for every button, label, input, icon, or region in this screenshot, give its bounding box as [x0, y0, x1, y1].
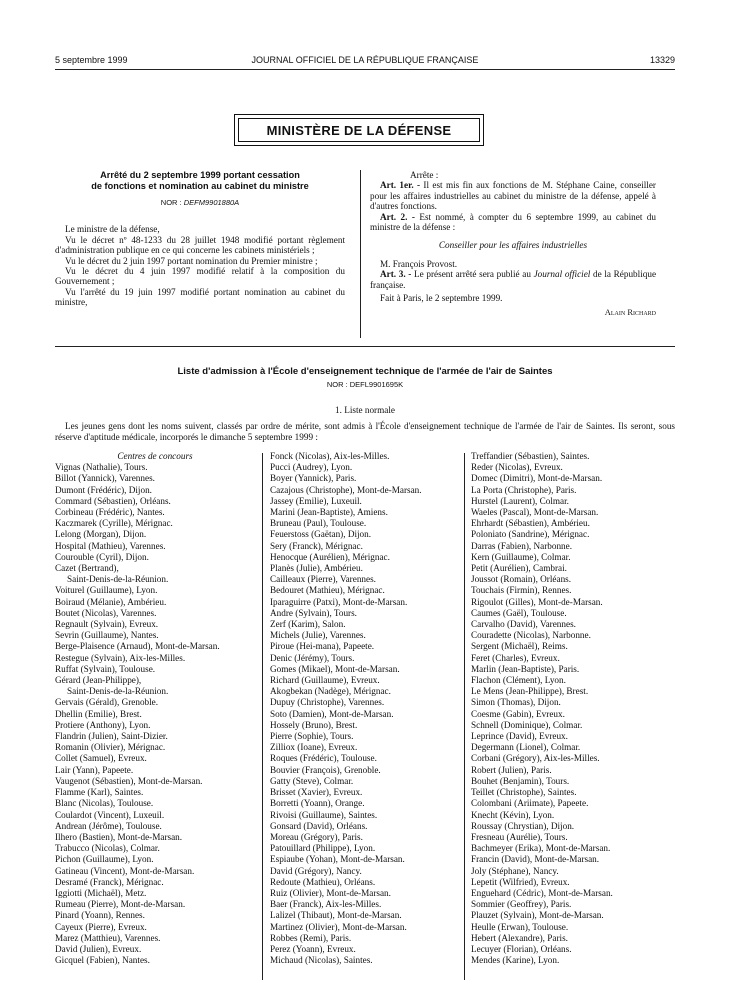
admitted-name: Rivoisi (Guillaume), Saintes.: [270, 809, 378, 820]
admitted-name: Baer (Franck), Aix-les-Milles.: [270, 899, 382, 910]
arrete-paragraph: Vu l'arrêté du 19 juin 1997 modifié portant nomination au cabinet du ministre,: [55, 286, 345, 308]
admitted-name: Leprince (David), Evreux.: [471, 731, 568, 742]
admitted-name: Knecht (Kévin), Lyon.: [471, 809, 555, 820]
admitted-name: Cayeux (Pierre), Evreux.: [55, 921, 147, 932]
signature: Alain Richard: [604, 307, 656, 318]
admitted-name: Flandrin (Julien), Saint-Dizier.: [55, 731, 168, 742]
names-column-2: [270, 451, 465, 966]
admitted-name: Berge-Plaisence (Arnaud), Mont-de-Marsan.: [55, 641, 220, 652]
admitted-name: Courouble (Cyril), Dijon.: [55, 551, 149, 562]
admitted-name: Poloniato (Sandrine), Mérignac.: [471, 529, 590, 540]
admitted-name: Petit (Aurélien), Cambrai.: [471, 563, 567, 574]
admitted-name: Akogbekan (Nadège), Mérignac.: [270, 686, 391, 697]
admitted-name: Gervais (Gérald), Grenoble.: [55, 697, 159, 708]
admitted-name: Couradette (Nicolas), Narbonne.: [471, 630, 591, 641]
admitted-name: Francin (David), Mont-de-Marsan.: [471, 854, 600, 865]
admitted-name: Boiraud (Mélanie), Ambérieu.: [55, 596, 167, 607]
admitted-name: Moreau (Grégory), Paris.: [270, 831, 363, 842]
ministry-heading: MINISTÈRE DE LA DÉFENSE: [238, 118, 480, 142]
admitted-name: Roques (Frédéric), Toulouse.: [270, 753, 377, 764]
admitted-name: Vaugenot (Sébastien), Mont-de-Marsan.: [55, 775, 203, 786]
header-page-number: 13329: [649, 55, 675, 65]
arrete-nor: NOR : DEFM9901880A: [160, 198, 240, 207]
admitted-name: Marez (Matthieu), Varennes.: [55, 932, 161, 943]
admitted-name: Gatineau (Vincent), Mont-de-Marsan.: [55, 865, 195, 876]
admitted-name: Rigoulot (Gilles), Mont-de-Marsan.: [471, 596, 603, 607]
ministry-heading-box: [234, 114, 484, 146]
admitted-name: Lair (Yann), Papeete.: [55, 764, 134, 775]
admitted-name: Fonck (Nicolas), Aix-les-Milles.: [270, 451, 390, 461]
admitted-name: Marlin (Jean-Baptiste), Paris.: [471, 663, 580, 674]
nominee: M. François Provost.: [380, 258, 458, 269]
admitted-name: Kaczmarek (Cyrille), Mérignac.: [55, 518, 173, 529]
admitted-name: Flamme (Karl), Saintes.: [55, 787, 144, 798]
admitted-name: Andre (Sylvain), Tours.: [270, 607, 357, 618]
admitted-name: Roussay (Chrystian), Dijon.: [471, 820, 575, 831]
admitted-name: Sery (Franck), Mérignac.: [270, 540, 363, 551]
admitted-name: Bedouret (Mathieu), Mérignac.: [270, 585, 385, 596]
admitted-name: Heulle (Erwan), Toulouse.: [471, 921, 569, 932]
admitted-name: Touchais (Firmin), Rennes.: [471, 585, 572, 596]
arrete-title: Arrêté du 2 septembre 1999 portant cessation de fonctions et nomination au cabinet du ministre: [91, 170, 309, 191]
list-nor: NOR : DEFL9901695K: [326, 380, 404, 389]
arrete-paragraph: Le ministre de la défense,: [65, 224, 160, 235]
admitted-name: Colombani (Ariimate), Papeete.: [471, 798, 589, 809]
admitted-name: Plauzet (Sylvain), Mont-de-Marsan.: [471, 910, 604, 921]
admitted-name: Darras (Fabien), Narbonne.: [471, 540, 573, 551]
admitted-name: Ehrhardt (Sébastien), Ambérieu.: [471, 518, 590, 529]
admitted-name: Billot (Yannick), Varennes.: [55, 473, 155, 484]
admitted-name: Schnell (Dominique), Colmar.: [471, 719, 583, 730]
admitted-name: Blanc (Nicolas), Toulouse.: [55, 798, 154, 809]
admitted-name: Rumeau (Pierre), Mont-de-Marsan.: [55, 899, 186, 910]
admitted-name: Gérard (Jean-Philippe),: [55, 675, 142, 686]
arrete-right-column: [370, 170, 656, 318]
admitted-name: Denic (Jérémy), Tours.: [270, 652, 355, 663]
names-column-3: [471, 451, 676, 966]
admitted-name: Hospital (Mathieu), Varennes.: [55, 540, 166, 551]
admitted-name: La Porta (Christophe), Paris.: [471, 484, 577, 495]
admitted-name: Protiere (Anthony), Lyon.: [55, 719, 151, 730]
admitted-name: Fresneau (Aurélie), Tours.: [471, 831, 568, 842]
admitted-name: Le Mens (Jean-Philippe), Brest.: [471, 686, 589, 697]
admitted-name: Corbani (Grégory), Aix-les-Milles.: [471, 753, 600, 764]
section-rule: [55, 346, 675, 347]
list-section-title: 1. Liste normale: [335, 405, 395, 415]
admitted-name: Domec (Dimitri), Mont-de-Marsan.: [471, 473, 603, 484]
admitted-name: Dupuy (Christophe), Varennes.: [270, 697, 385, 708]
admitted-name: Sergent (Michaël), Reims.: [471, 641, 568, 652]
admitted-name: Dumont (Frédéric), Dijon.: [55, 484, 152, 495]
admitted-name: Martinez (Olivier), Mont-de-Marsan.: [270, 921, 407, 932]
admitted-name: Ruiz (Olivier), Mont-de-Marsan.: [270, 887, 391, 898]
admitted-name: Mendes (Karine), Lyon.: [471, 955, 560, 966]
admitted-name: Treffandier (Sébastien), Saintes.: [471, 451, 590, 461]
arrete-paragraph: Vu le décret du 4 juin 1997 modifié relatif à la composition du Gouvernement ;: [55, 266, 345, 287]
admitted-name: Desramé (Franck), Mérignac.: [55, 876, 164, 887]
signing-place-date: Fait à Paris, le 2 septembre 1999.: [380, 293, 503, 304]
admitted-name: Sommier (Geoffrey), Paris.: [471, 899, 572, 910]
article-3: Art. 3. - Le présent arrêté sera publié au Journal officiel de la République française.: [370, 269, 657, 290]
admitted-name: Marini (Jean-Baptiste), Amiens.: [270, 507, 388, 518]
list-intro: Les jeunes gens dont les noms suivent, classés par ordre de mérite, sont admis à l'École d'enseignement technique de l'armée de l'air de Saintes. Ils seront, sous réserve d'aptitude médicale, incorporés le dimanche 5 septembre 1999 :: [55, 421, 675, 442]
conseiller-heading: Conseiller pour les affaires industrielles: [438, 240, 588, 251]
admitted-name: Romanin (Olivier), Mérignac.: [55, 742, 166, 753]
column-divider: [464, 453, 465, 980]
admitted-name: Collet (Samuel), Evreux.: [55, 753, 147, 764]
header-rule: [55, 69, 675, 70]
admitted-name: Bachmeyer (Erika), Mont-de-Marsan.: [471, 843, 611, 854]
admitted-name: Pierre (Sophie), Tours.: [270, 731, 354, 742]
arrete-paragraph: Vu le décret du 2 juin 1997 portant nomination du Premier ministre ;: [65, 255, 318, 266]
admitted-name: Lalizel (Thibaut), Mont-de-Marsan.: [270, 910, 402, 921]
admitted-name: Saint-Denis-de-la-Réunion.: [67, 686, 169, 697]
admitted-name: Cazajous (Christophe), Mont-de-Marsan.: [270, 484, 422, 495]
admitted-name: Patouillard (Philippe), Lyon.: [270, 843, 376, 854]
admitted-name: Pucci (Audrey), Lyon.: [270, 462, 353, 473]
admitted-name: Feuerstoss (Gaëtan), Dijon.: [270, 529, 372, 540]
centres-heading: Centres de concours: [117, 451, 193, 461]
admitted-name: Degermann (Lionel), Colmar.: [471, 742, 581, 753]
names-column-1: [55, 451, 255, 966]
admitted-name: Soto (Damien), Mont-de-Marsan.: [270, 708, 394, 719]
admitted-name: Brisset (Xavier), Evreux.: [270, 787, 363, 798]
admitted-name: Sevrin (Guillaume), Nantes.: [55, 630, 159, 641]
admitted-name: Zerf (Karim), Salon.: [270, 619, 346, 630]
admitted-name: Corbineau (Frédéric), Nantes.: [55, 507, 165, 518]
admitted-name: Redoute (Mathieu), Orléans.: [270, 876, 376, 887]
header-journal-title: JOURNAL OFFICIEL DE LA RÉPUBLIQUE FRANÇAISE: [251, 55, 479, 65]
admitted-name: Flachon (Clément), Lyon.: [471, 675, 566, 686]
admitted-name: Hebert (Alexandre), Paris.: [471, 932, 568, 943]
admitted-name: Dhellin (Emilie), Brest.: [55, 708, 142, 719]
admitted-name: Bruneau (Paul), Toulouse.: [270, 518, 367, 529]
admitted-name: Perez (Yoann), Evreux.: [270, 943, 356, 954]
admitted-name: Henocque (Aurélien), Mérignac.: [270, 551, 390, 562]
admitted-name: Espiaube (Yohan), Mont-de-Marsan.: [270, 854, 405, 865]
admitted-name: Ilhero (Bastien), Mont-de-Marsan.: [55, 831, 183, 842]
admitted-name: Commard (Sébastien), Orléans.: [55, 495, 171, 506]
admitted-name: Michels (Julie), Varennes.: [270, 630, 366, 641]
header-date: 5 septembre 1999: [55, 55, 128, 65]
column-divider: [360, 170, 361, 338]
admitted-name: Robert (Julien), Paris.: [471, 764, 552, 775]
list-title: Liste d'admission à l'École d'enseignement technique de l'armée de l'air de Saintes: [177, 366, 553, 377]
article-2: Art. 2. - Est nommé, à compter du 6 septembre 1999, au cabinet du ministre de la défense :: [370, 211, 656, 233]
admitted-name: Gonsard (David), Orléans.: [270, 820, 368, 831]
column-divider: [262, 453, 263, 980]
admitted-name: Cazet (Bertrand),: [55, 563, 119, 574]
admitted-name: Planès (Julie), Ambérieu.: [270, 563, 363, 574]
admitted-name: Teillet (Christophe), Saintes.: [471, 787, 577, 798]
admitted-name: Ruffat (Sylvain), Toulouse.: [55, 663, 156, 674]
admitted-name: Saint-Denis-de-la-Réunion.: [67, 574, 169, 585]
admitted-name: Trabucco (Nicolas), Colmar.: [55, 843, 160, 854]
admitted-name: Lelong (Morgan), Dijon.: [55, 529, 147, 540]
admitted-name: Joussot (Romain), Orléans.: [471, 574, 572, 585]
admitted-name: Caumes (Gaël), Toulouse.: [471, 607, 567, 618]
admitted-name: Bouvier (François), Grenoble.: [270, 764, 381, 775]
admitted-name: Jassey (Emilie), Luxeuil.: [270, 495, 362, 506]
admitted-name: Gicquel (Fabien), Nantes.: [55, 955, 150, 966]
admitted-name: Enguehard (Cédric), Mont-de-Marsan.: [471, 887, 613, 898]
arrete-left-column: [55, 170, 345, 308]
admitted-name: Coulardot (Vincent), Luxeuil.: [55, 809, 165, 820]
admitted-name: Restegue (Sylvain), Aix-les-Milles.: [55, 652, 186, 663]
admitted-name: Gomes (Mikael), Mont-de-Marsan.: [270, 663, 400, 674]
admitted-name: Lepetit (Wilfried), Evreux.: [471, 876, 570, 887]
admitted-name: Bouhet (Benjamin), Tours.: [471, 775, 570, 786]
page-header: [55, 55, 675, 69]
admitted-name: Waeles (Pascal), Mont-de-Marsan.: [471, 507, 599, 518]
admitted-name: Lecuyer (Florian), Orléans.: [471, 943, 572, 954]
admitted-name: Iggiotti (Michaël), Metz.: [55, 887, 147, 898]
admitted-name: Michaud (Nicolas), Saintes.: [270, 955, 373, 966]
admitted-name: Coesme (Gabin), Evreux.: [471, 708, 565, 719]
admitted-name: Andrean (Jérôme), Toulouse.: [55, 820, 162, 831]
admitted-name: Hossely (Bruno), Brest.: [270, 719, 358, 730]
admitted-name: David (Grégory), Nancy.: [270, 865, 362, 876]
admitted-name: Iparaguirre (Patxi), Mont-de-Marsan.: [270, 596, 408, 607]
article-1: Art. 1er. - Il est mis fin aux fonctions de M. Stéphane Caine, conseiller pour les affaires industrielles au cabinet du ministre de la défense, appelé à d'autres fonctions.: [370, 180, 656, 212]
admitted-name: Gatty (Steve), Colmar.: [270, 775, 354, 786]
admitted-name: Cailleaux (Pierre), Varennes.: [270, 574, 376, 585]
admitted-name: David (Julien), Evreux.: [55, 943, 142, 954]
admitted-name: Pichon (Guillaume), Lyon.: [55, 854, 154, 865]
admitted-name: Borretti (Yoann), Orange.: [270, 798, 365, 809]
admitted-name: Carvalho (David), Varennes.: [471, 619, 576, 630]
admitted-name: Pinard (Yoann), Rennes.: [55, 910, 145, 921]
admitted-name: Zilliox (Ioane), Evreux.: [270, 742, 358, 753]
admitted-name: Robbes (Remi), Paris.: [270, 932, 352, 943]
arrete-decision: Arrête :: [410, 170, 439, 180]
admitted-name: Vignas (Nathalie), Tours.: [55, 462, 148, 473]
admitted-name: Feret (Charles), Evreux.: [471, 652, 560, 663]
admitted-name: Regnault (Sylvain), Evreux.: [55, 619, 159, 630]
admitted-name: Boutet (Nicolas), Varennes.: [55, 607, 157, 618]
arrete-paragraph: Vu le décret nº 48-1233 du 28 juillet 1948 modifié portant règlement d'administration publique en ce qui concerne les cabinets ministériels ;: [55, 234, 345, 256]
admitted-name: Boyer (Yannick), Paris.: [270, 473, 357, 484]
admitted-name: Richard (Guillaume), Evreux.: [270, 675, 380, 686]
admitted-name: Kern (Guillaume), Colmar.: [471, 551, 571, 562]
admitted-name: Hurstel (Laurent), Colmar.: [471, 495, 569, 506]
admitted-name: Reder (Nicolas), Evreux.: [471, 462, 563, 473]
admitted-name: Voiturel (Guillaume), Lyon.: [55, 585, 158, 596]
admitted-name: Piroue (Hei-mana), Papeete.: [270, 641, 375, 652]
admitted-name: Joly (Stéphane), Nancy.: [471, 865, 559, 876]
admitted-name: Simon (Thomas), Dijon.: [471, 697, 561, 708]
